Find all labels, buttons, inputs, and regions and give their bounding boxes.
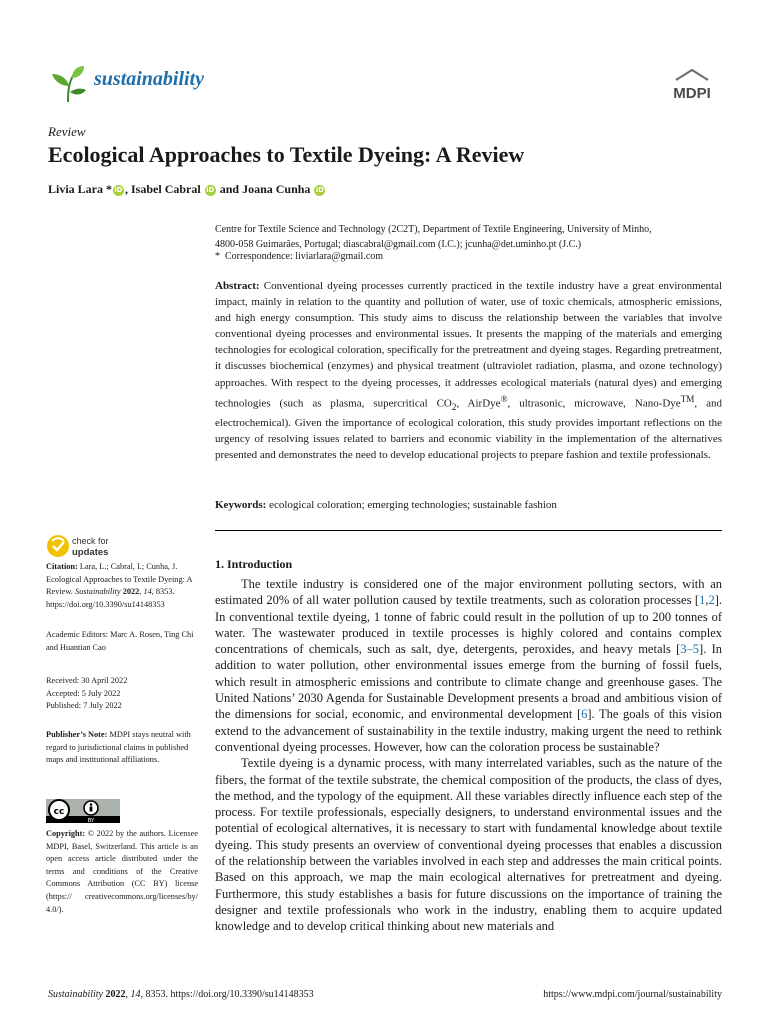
paragraph: Textile dyeing is a dynamic process, with many interrelated variables, such as the nature of the fibers, the format of the textile substrate, the chemical composition of the products, the class of dyes, the method, and the typology of the equipment. All these variables directly influence each step of the process. For textile professionals, especially designers, to understand environmental issues and the potential of ecological alternatives, it is necessary to start with fundamental knowledge about textile dyeing. This study presents an overview of conventional dyeing processes that enables a discussion of the relationship between the variables involved in each step and addresses the main critical points. Based on this approach, we map the main ecological alternatives for pretreatment and dyeing. Furthermore, this study establishes a basis for future discussions on the importance of training the designer and textile professionals who work in the industry, enabling them to acquire updated knowledge and to develop critical thinking about new materials and (215, 756, 722, 934)
publisher-name: MDPI (673, 85, 711, 102)
mdpi-logo-icon (664, 68, 720, 104)
subscript: 2 (451, 401, 457, 412)
citation-journal: Sustainability (74, 587, 121, 597)
date-accepted: Accepted: 5 July 2022 (46, 688, 121, 698)
abstract-label: Abstract: (215, 280, 260, 292)
citation-doi[interactable]: , 8353. https://doi.org/10.3390/su14148353 (46, 587, 175, 609)
affiliation (215, 222, 722, 252)
correspondence-email[interactable]: Correspondence: liviarlara@gmail.com (225, 251, 384, 262)
paragraph-text: ]. In conventional textile dyeing, 1 tonne of fabric could result in the pollution of up to 200 tonnes of water. The wastewater produced in textile processes is highly colored and contains complex concentrations of chemicals, such as salt, dye, detergents, peroxides, and heavy metals [ (215, 593, 722, 657)
pubnote-text: MDPI stays neutral with regard to jurisdictional claims in published maps and institutional affiliations. (46, 730, 191, 765)
citation-link[interactable]: 6 (581, 707, 588, 722)
citation-link[interactable]: 2 (708, 593, 715, 608)
cc-by-license-icon[interactable] (46, 799, 120, 823)
author-cabral[interactable]: Isabel Cabral (131, 182, 201, 196)
author-cunha[interactable]: Joana Cunha (242, 182, 311, 196)
superscript: TM (680, 393, 695, 404)
paragraph (215, 576, 722, 755)
journal-leaf-logo-icon (48, 64, 88, 104)
editors-label: Academic Editors: (46, 630, 108, 639)
keywords-label: Keywords: (215, 499, 267, 511)
paragraph-text: , (705, 593, 709, 608)
journal-name: sustainability (94, 68, 205, 90)
academic-editors (46, 629, 198, 654)
author-conjunction: and (219, 182, 240, 196)
publishers-note (46, 729, 198, 767)
introduction-body (215, 576, 722, 935)
article-type: Review (48, 124, 86, 139)
citation-link[interactable]: 1 (699, 593, 706, 608)
footer-journal: Sustainability (48, 989, 103, 1000)
abstract-text: , AirDye (456, 397, 501, 410)
check-for-updates-badge[interactable] (46, 533, 136, 559)
copyright-text: © 2022 by the authors. Licensee MDPI, Basel, Switzerland. This article is an open access article distributed under the terms and conditions of the Creative Commons Attribution (CC BY) license (https:// creativecommons.org/licenses/by/ 4.0/). (46, 829, 199, 914)
copyright-notice (46, 828, 198, 916)
footer-journal-url[interactable]: https://www.mdpi.com/journal/sustainability (543, 989, 722, 1000)
superscript: ® (500, 393, 508, 404)
orcid-icon[interactable]: iD (315, 186, 325, 194)
affiliation-line: Centre for Textile Science and Technology (2C2T), Department of Textile Engineering, University of Minho, (215, 224, 652, 235)
keywords (215, 497, 722, 513)
cc-text: cc (53, 807, 65, 817)
footer-volume: 14 (130, 989, 141, 1000)
date-received: Received: 30 April 2022 (46, 676, 128, 685)
footer-doi[interactable]: , 8353. https://doi.org/10.3390/su14148353 (140, 989, 314, 1000)
abstract (215, 278, 722, 463)
footer-year: 2022 (105, 989, 126, 1000)
orcid-icon[interactable]: iD (206, 186, 215, 194)
footer-citation: Sustainability 2022, 14, 8353. https://doi.org/10.3390/su14148353 (48, 989, 314, 1000)
citation-year: 2022 (122, 587, 140, 597)
section-divider (215, 530, 722, 531)
article-dates (46, 675, 198, 713)
affiliation-line: 4800-058 Guimarães, Portugal; diascabral@gmail.com (I.C.); jcunha@det.uminho.pt (J.C.) (215, 239, 582, 250)
citation-block: Citation: Lara, L.; Cabral, I.; Cunha, J. Ecological Approaches to Textile Dyeing: A Review. Sustainability 2022, 14, 8353. https://doi.org/10.3390/su14148353 (46, 562, 193, 609)
citation-label: Citation: (46, 562, 78, 571)
citation-text: Lara, L.; Cabral, I.; Cunha, J. Ecological Approaches to Textile Dyeing: A Review. (46, 562, 193, 597)
pubnote-label: Publisher’s Note: (46, 730, 108, 739)
abstract-text: Conventional dyeing processes currently practiced in the textile industry have a great environmental impact, mainly in relation to the quantity and pollution of water, use of toxic chemicals, atmospheric emissions, and high energy consumption. This study aims to discuss the relationship between the variables that involve conventional dyeing processes and environmental issues. It presents the mapping of the materials and emerging technologies for ecological coloration, specifically for the pretreatment and dyeing stages. Regarding pretreatment, it discusses biochemical (enzymes) and physical treatment (ultraviolet radiation, plasma, and ozone technology) approaches. With respect to the dyeing processes, it addresses ecological materials (natural dyes) and emerging technologies (such as plasma, supercritical CO (215, 280, 723, 410)
copyright-label: Copyright: (46, 829, 86, 838)
abstract-text: , ultrasonic, microwave, Nano-Dye (507, 397, 681, 410)
abstract-text: , and electrochemical). Given the importance of ecological coloration, this study provides important reflections on the urgency of resolving issues related to barriers and economic viability in the implementation of the alternatives presented and demonstrates the need to develop educational projects to prepare fashion and textile professionals. (215, 397, 723, 461)
article-title: Ecological Approaches to Textile Dyeing: A Review (48, 142, 525, 167)
keywords-text: ecological coloration; emerging technologies; sustainable fashion (269, 499, 557, 511)
check-updates-line1: check for (72, 536, 109, 546)
paragraph-text: ]. In addition to water pollution, other environmental issues emerge from the burning of fossil fuels, which result in atmospheric emissions and contribute to climate change and greenhouse gases. The United Nations’ 2030 Agenda for Sustainable Development presents a broad and ambitious vision of the dimensions for social, economic, and environmental development [ (215, 642, 722, 722)
date-published: Published: 7 July 2022 (46, 701, 122, 711)
paragraph-text: ]. The goals of this vision extend to the advancement of sustainability in the textile industry, making urgent the need to rethink conventional dyeing processes. However, how can the coloration process be sustainable? (215, 707, 722, 754)
correspondence (215, 250, 722, 264)
citation-link[interactable]: 3–5 (680, 642, 700, 657)
author-list: Livia Lara * iD , Isabel Cabral iD and Joana Cunha iD (48, 182, 325, 196)
orcid-icon[interactable]: iD (114, 186, 123, 194)
editors-names: Marc A. Rosen, Ting Chi and Huantian Cao (46, 630, 194, 652)
author-lara[interactable]: Livia Lara * (48, 182, 113, 196)
cc-by-text: BY (87, 818, 95, 823)
section-heading: 1. Introduction (215, 557, 293, 571)
correspondence-marker: * (215, 251, 220, 262)
paragraph-text: The textile industry is considered one of the major environment polluting sectors, with an estimated 20% of all water pollution caused by textile treatments, such as coloration processes [ (215, 577, 722, 608)
citation-volume: 14 (143, 587, 152, 597)
check-updates-line2: updates (72, 547, 109, 558)
